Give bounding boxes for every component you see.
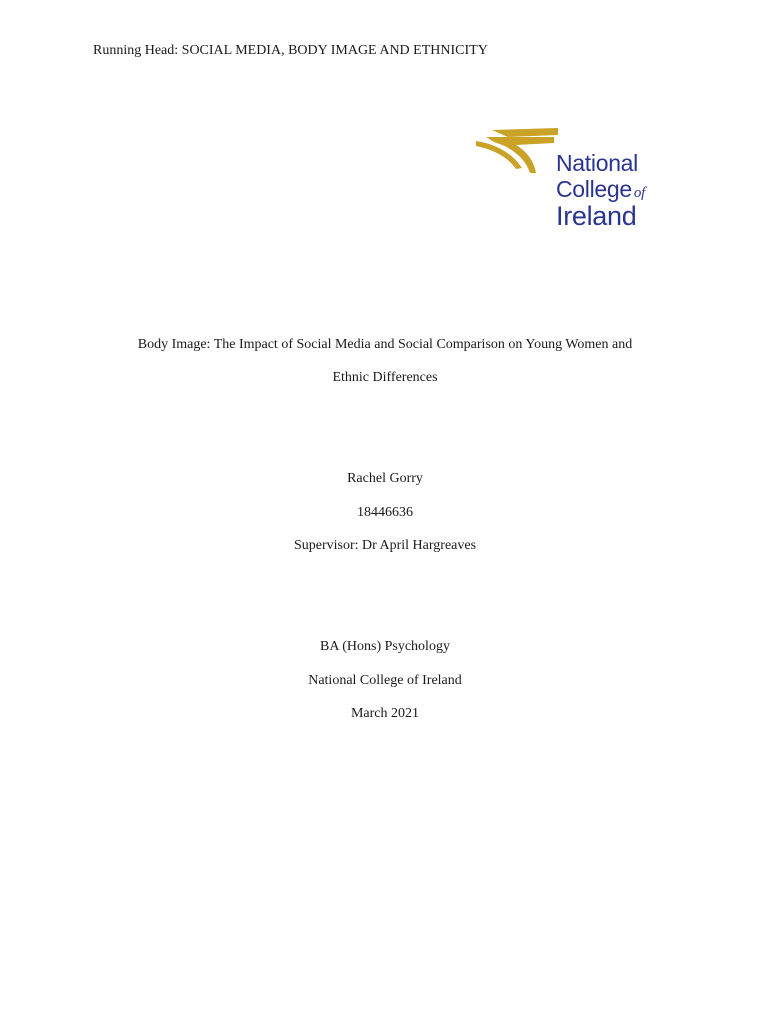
student-id: 18446636 [357,505,413,520]
college-logo-mark-icon [474,128,564,188]
supervisor: Supervisor: Dr April Hargreaves [293,538,477,553]
running-head: Running Head: SOCIAL MEDIA, BODY IMAGE AND ETHNICITY [93,43,488,58]
author-name: Rachel Gorry [347,471,423,486]
logo-word-college-text: College [556,176,632,202]
college-logo [474,128,664,233]
college-logo-wordmark [556,152,645,230]
degree: BA (Hons) Psychology [320,639,450,654]
title-line-2: Ethnic Differences [332,370,438,385]
logo-word-ireland: Ireland [556,201,637,231]
institution: National College of Ireland [308,673,462,688]
logo-word-national: National [556,150,638,176]
logo-word-of: of [633,185,645,201]
submission-date: March 2021 [350,706,420,721]
title-line-1: Body Image: The Impact of Social Media and Social Comparison on Young Women and [137,337,633,352]
logo-word-college [556,178,645,201]
